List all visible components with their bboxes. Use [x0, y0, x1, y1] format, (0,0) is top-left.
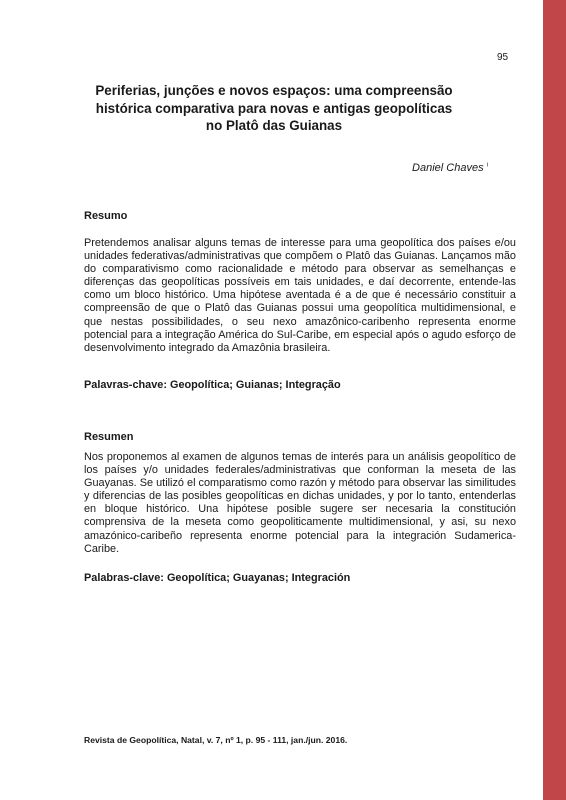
decorative-side-bar: [543, 0, 566, 800]
author-line: [412, 162, 488, 174]
journal-footer: Revista de Geopolítica, Natal, v. 7, nº 1, p. 95 - 111, jan./jun. 2016.: [84, 735, 348, 745]
resumen-body: Nos proponemos al examen de algunos temas de interés para un análisis geopolítico de los países y/o unidades federales/administrativas que conforman la meseta de las Guayanas. Se utilizó el comparatismo como razón y método para observar las similitudes y diferencias de las posibles geopolíticas en dichas unidades, y por lo tanto, entenderlas en bloque histórico. Una hipótese posible sugere ser necesaria la constitución comprensiva de la meseta como geopoliticamente multidimensional, y asi, su nexo amazónico-caribeño representa enorme potencial para la integración Sudamerica-Caribe.: [84, 451, 516, 555]
resumo-keywords: Palavras-chave: Geopolítica; Guianas; Integração: [84, 379, 341, 391]
author-name: Daniel Chaves: [412, 162, 484, 174]
author-footnote-marker: i: [486, 162, 488, 169]
resumen-heading: Resumen: [84, 431, 134, 443]
resumo-body: Pretendemos analisar alguns temas de interesse para uma geopolítica dos países e/ou unidades federativas/administrativas que compõem o Platô das Guianas. Lançamos mão do comparativismo como racionalidade e método para observar as semelhanças e diferenças das geopolíticas possíveis em tais unidades, e daí decorrente, entende-las como um bloco histórico. Uma hipótese aventada é a de que é necessário constituir a compreensão de que o Platô das Guianas possui uma geopolítica multidimensional, e que nestas possibilidades, o seu nexo amazônico-caribenho representa enorme potencial para a integração América do Sul-Caribe, em especial após o agudo esforço de desenvolvimento integrado da Amazônia brasileira.: [84, 237, 516, 354]
resumo-heading: Resumo: [84, 210, 128, 222]
resumen-keywords: Palabras-clave: Geopolítica; Guayanas; Integración: [84, 572, 351, 584]
page-number: 95: [497, 52, 509, 63]
article-title: Periferias, junções e novos espaços: uma compreensão histórica comparativa para novas e antigas geopolíticas no Platô das Guianas: [95, 83, 453, 133]
